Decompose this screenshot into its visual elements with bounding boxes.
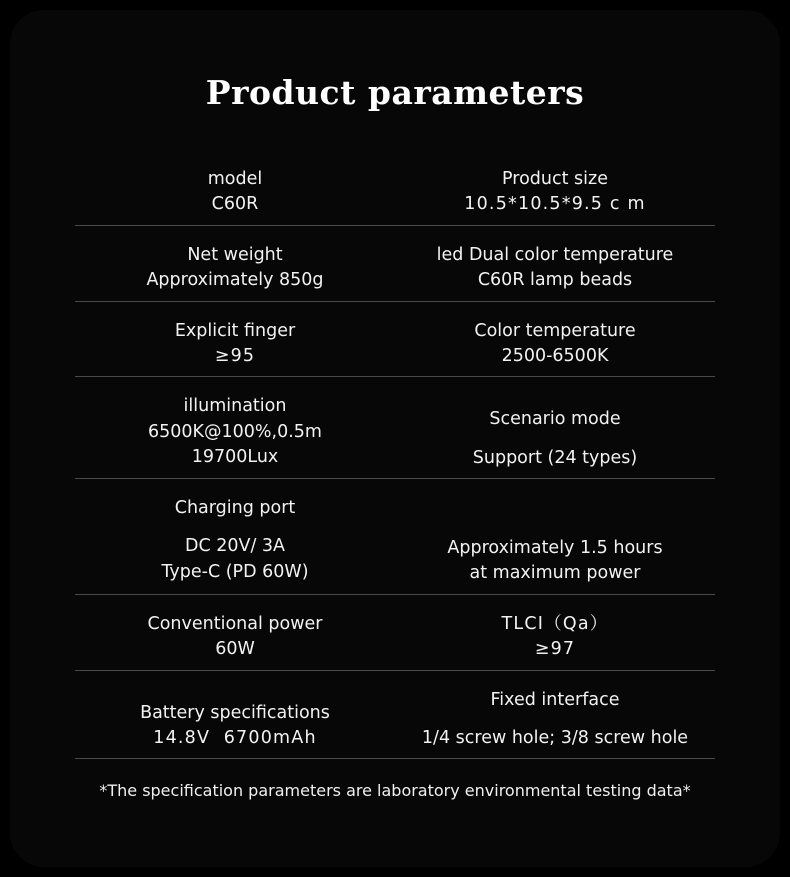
table-row xyxy=(75,302,715,378)
table-row xyxy=(75,160,715,226)
row-value-cell xyxy=(395,486,715,587)
cell-line: Charging port xyxy=(174,498,296,518)
cell-line: TLCI（Qa） xyxy=(501,613,609,634)
cell-line: 1/4 screw hole; 3/8 screw hole xyxy=(421,727,689,748)
cell-line: 6500K@100%,0.5m xyxy=(148,421,322,442)
cell-line: Product size xyxy=(502,169,608,189)
row-label-cell xyxy=(75,309,395,370)
cell-line: Conventional power xyxy=(147,613,323,634)
cell-line: led Dual color temperature xyxy=(436,244,674,265)
cell-line: illumination xyxy=(183,396,287,417)
cell-line: ≥95 xyxy=(214,345,256,366)
cell-line: Fixed interface xyxy=(490,689,620,710)
cell-line: 2500-6500K xyxy=(501,345,609,366)
page-title: Product parameters xyxy=(205,73,585,112)
cell-line: 60W xyxy=(215,639,255,660)
parameters-table xyxy=(75,160,715,800)
row-label-cell xyxy=(75,384,395,471)
table-row xyxy=(75,377,715,479)
cell-line: ≥97 xyxy=(534,639,576,660)
cell-line: Explicit finger xyxy=(174,320,296,341)
row-label-cell xyxy=(75,486,395,587)
row-label-cell xyxy=(75,167,395,218)
row-value-cell xyxy=(395,309,715,370)
row-value-cell xyxy=(395,233,715,294)
row-label-cell xyxy=(75,602,395,663)
cell-line: Approximately 850g xyxy=(146,270,324,291)
table-row xyxy=(75,479,715,595)
cell-line: Type-C (PD 60W) xyxy=(161,561,309,582)
row-value-cell xyxy=(395,167,715,218)
cell-line: model xyxy=(207,169,263,189)
table-row xyxy=(75,595,715,671)
row-value-cell xyxy=(395,384,715,471)
cell-line: at maximum power xyxy=(469,563,641,584)
cell-line: Net weight xyxy=(187,244,283,265)
cell-line: Approximately 1.5 hours xyxy=(447,538,663,558)
table-row xyxy=(75,226,715,302)
cell-line: Battery specifications xyxy=(140,702,330,723)
cell-line: 10.5*10.5*9.5 c m xyxy=(464,194,646,215)
row-value-cell xyxy=(395,678,715,752)
parameters-card xyxy=(10,10,780,867)
cell-line: Support (24 types) xyxy=(472,447,638,468)
cell-line: C60R xyxy=(211,194,259,215)
cell-line: 14.8V 6700mAh xyxy=(153,727,317,748)
cell-line: Color temperature xyxy=(474,320,636,341)
cell-line: Scenario mode xyxy=(489,409,621,430)
cell-line: C60R lamp beads xyxy=(477,270,633,291)
row-label-cell xyxy=(75,678,395,752)
cell-line: 19700Lux xyxy=(191,447,279,467)
cell-line: DC 20V/ 3A xyxy=(184,536,286,557)
footnote: *The specification parameters are laboratory environmental testing data* xyxy=(99,781,691,801)
row-value-cell xyxy=(395,602,715,663)
row-label-cell xyxy=(75,233,395,294)
table-row xyxy=(75,671,715,760)
